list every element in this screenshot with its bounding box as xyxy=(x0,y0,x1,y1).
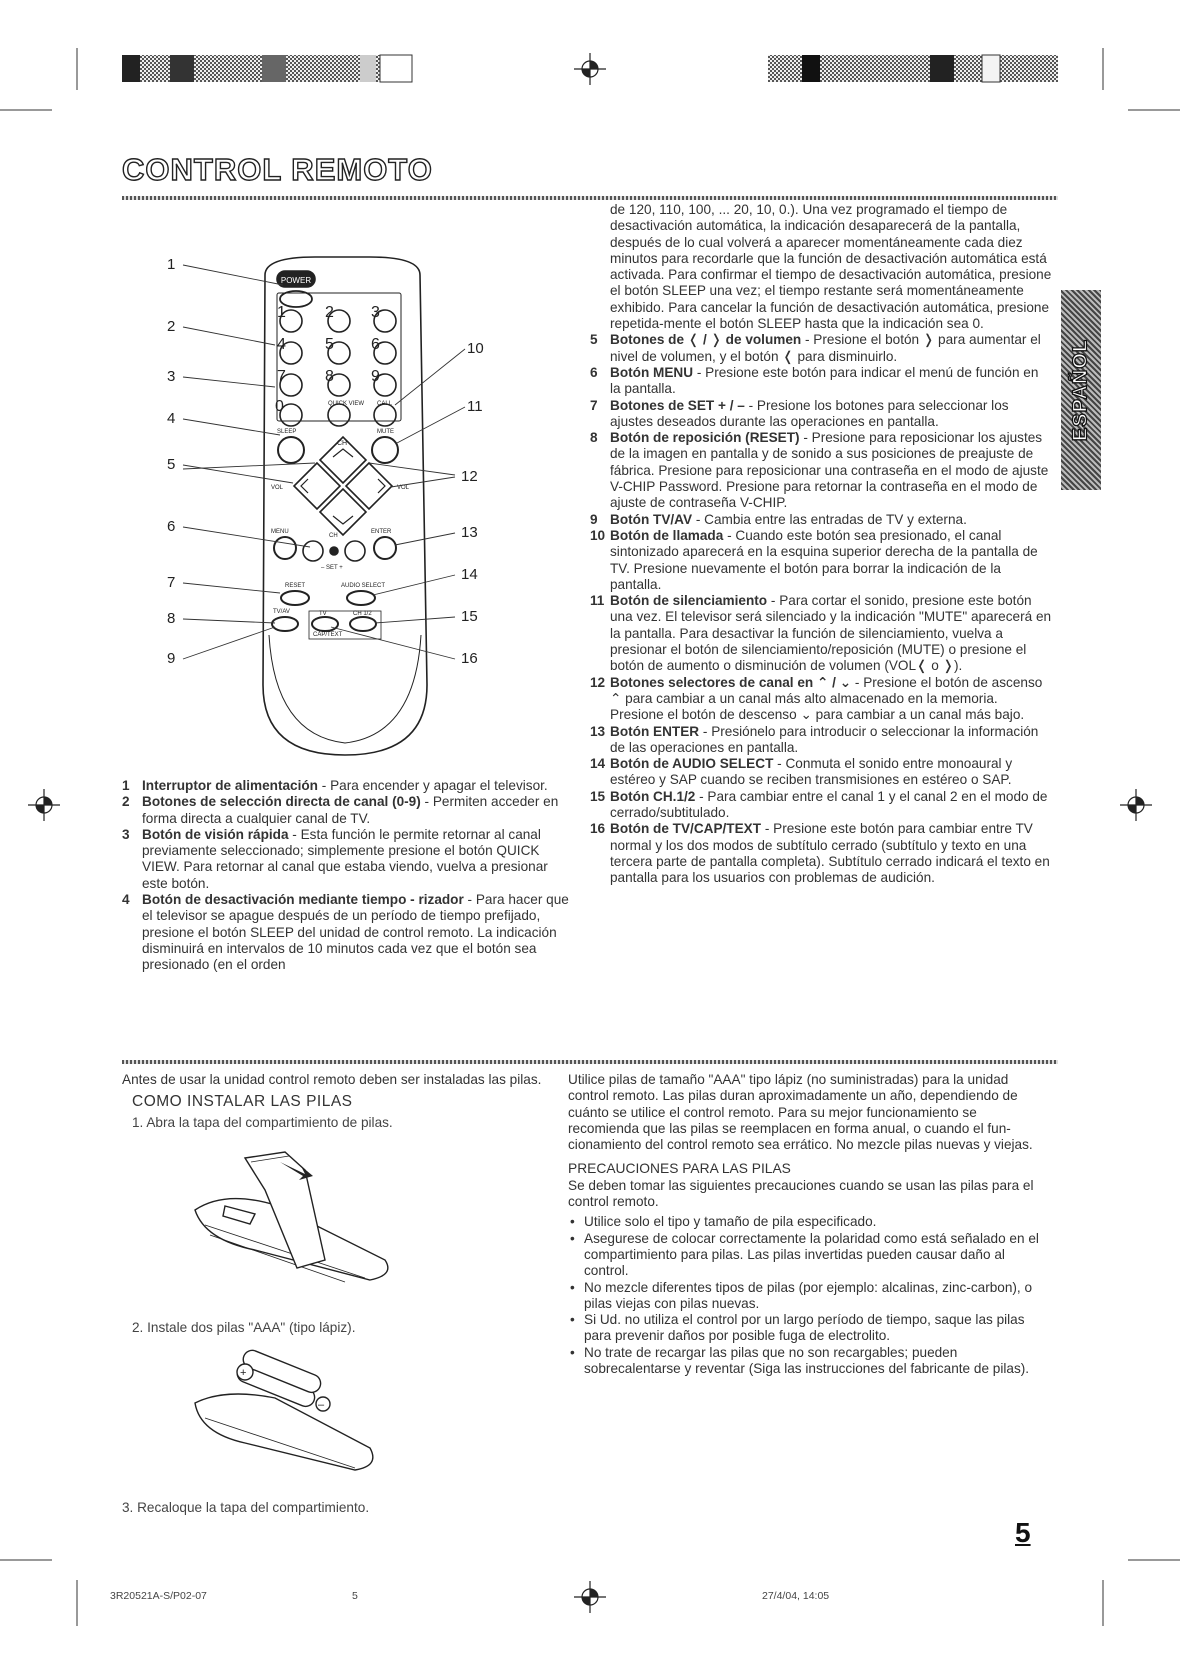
description-item: 11 Botón de silenciamiento - Para cortar el sonido, presione este botón una vez. El televisor será silenciado y la indicación "MUTE" aparecerá en la pantalla. Para desactivar la función de silenciamiento, vuelva a presionar el botón de silenciamiento/reposición (MUTE) o presione el botón de aumento o disminución de volumen (VOL❬ o ❭). xyxy=(590,593,1052,674)
description-item: 4 Botón de desactivación mediante tiempo - rizador - Para hacer que el televisor se apague después de un período de tiempo prefijado, presione el botón SLEEP del unidad de control remoto. La indicación disminuirá en intervalos de 10 minutos cada vez que el botón sea presionado (en el orden xyxy=(122,892,569,973)
precaution-item: • No mezcle diferentes tipos de pilas (por ejemplo: alcalinas, zinc-carbon), o pilas viejas con pilas nuevas. xyxy=(568,1280,1048,1313)
callout-1: 1 xyxy=(167,256,176,273)
svg-text:–: – xyxy=(318,1399,325,1411)
digit-1: 1 xyxy=(277,304,286,321)
audio-select-label: AUDIO SELECT xyxy=(341,583,386,589)
sleep-continuation-text: de 120, 110, 100, ... 20, 10, 0.). Una vez programado el tiempo de desactivación automática, la indicación desaparecerá de la pantalla, después de lo cual volverá a aparecer momentáneamente cada diez minutos para recordarle que la función de desactivación automática está activada. Para confirmar el tiempo de desactivación automática, presione el botón SLEEP una vez; el tiempo restante será momentáneamente exhibido. Para cancelar la función de desactivación automática, presione repetida-mente el botón SLEEP hasta que la indicación sea 0. xyxy=(610,202,1052,332)
description-item: 9 Botón TV/AV - Cambia entre las entradas de TV y externa. xyxy=(590,511,967,527)
callout-2: 2 xyxy=(167,318,176,335)
battery-info-section xyxy=(568,1072,1048,1377)
description-item: 12 Botones selectores de canal en ⌃ / ⌄ - Presione el botón de ascenso ⌃ para cambiar a un canal más alto almacenado en la memoria. Presione el botón de descenso ⌄ para cambiar a un canal más bajo. xyxy=(590,674,1043,723)
description-item: 3 Botón de visión rápida - Esta función le permite retornar al canal previamente seleccionado; simplemente presione el botón QUICK VIEW. Para retornar al canal que estaba viendo, vuelva a presionar este botón. xyxy=(122,826,548,891)
cap-text-label: CAP/TEXT xyxy=(313,632,343,638)
ch-label: CH xyxy=(337,440,348,447)
vol-left-label: VOL xyxy=(271,485,284,491)
title-rule xyxy=(122,196,1058,200)
callout-11: 11 xyxy=(467,398,483,415)
digit-2: 2 xyxy=(325,304,334,321)
callout-4: 4 xyxy=(167,410,176,427)
battery-step-3: 3. Recaloque la tapa del compartimiento. xyxy=(122,1500,370,1515)
digit-7: 7 xyxy=(277,368,286,385)
precaution-item: • Utilice solo el tipo y tamaño de pila especificado. xyxy=(568,1214,1048,1230)
description-item: 16 Botón de TV/CAP/TEXT - Presione este botón para cambiar entre TV normal y los dos modos de subtítulo cerrado (subtítulo y texto en una tercera parte de pantalla completa). Subtítulo cerrado indicará el texto en pantalla para los usuarios con problemas de audición. xyxy=(590,821,1050,886)
digit-3: 3 xyxy=(371,304,380,321)
description-item: 15 Botón CH.1/2 - Para cambiar entre el canal 1 y el canal 2 en el modo de cerrado/subtitulado. xyxy=(590,788,1048,820)
open-cover-illustration xyxy=(185,1150,405,1290)
reset-label: RESET xyxy=(285,583,306,589)
battery-install-section xyxy=(122,1072,562,1131)
callout-8: 8 xyxy=(167,610,176,627)
page-number: 5 xyxy=(1015,1517,1031,1548)
callout-15: 15 xyxy=(461,608,478,625)
callout-7: 7 xyxy=(167,574,176,591)
callout-10: 10 xyxy=(467,340,484,357)
svg-text:+: + xyxy=(240,1367,247,1379)
page-title: CONTROL REMOTO xyxy=(122,152,433,187)
call-label: CALL xyxy=(377,401,393,407)
vol-right-label: VOL xyxy=(397,485,410,491)
digit-6: 6 xyxy=(371,336,380,353)
set-label: – SET + xyxy=(321,565,343,571)
button-descriptions-left xyxy=(122,778,574,974)
callout-9: 9 xyxy=(167,650,176,667)
battery-step-1: 1. Abra la tapa del compartimiento de pilas. xyxy=(132,1114,393,1130)
digit-4: 4 xyxy=(277,336,286,353)
digit-8: 8 xyxy=(325,368,334,385)
insert-batteries-illustration xyxy=(185,1348,385,1478)
ch12-label: CH 1/2 xyxy=(353,611,372,617)
footer-code: 3R20521A-S/P02-07 xyxy=(110,1590,207,1602)
digit-0: 0 xyxy=(275,398,284,415)
precaution-item: • No trate de recargar las pilas que no son recargables; pueden sobrecalentarse y reventar (Siga las instrucciones del fabricante de pilas). xyxy=(568,1345,1048,1378)
callout-16: 16 xyxy=(461,650,478,667)
description-item: 10 Botón de llamada - Cuando este botón sea presionado, el canal sintonizado aparecerá en la esquina superior derecha de la pantalla de TV. Presione nuevamente el botón para borrar la indicación de la pantalla. xyxy=(590,527,1038,592)
battery-usage-text: Utilice pilas de tamaño "AAA" tipo lápiz (no suministradas) para la unidad control remoto. Las pilas duran aproximadamente un año, dependiendo de cuánto se utilice el control remoto. Para su mejor funcionamiento se recomienda que las pilas se reemplacen en forma anual, o cuando el fun-cionamiento del control remoto sea errático. No mezcle pilas nuevas y viejas. xyxy=(568,1072,1033,1153)
footer-date: 27/4/04, 14:05 xyxy=(762,1590,830,1602)
section-rule xyxy=(122,1060,1058,1064)
callout-14: 14 xyxy=(461,566,478,583)
sleep-label: SLEEP xyxy=(277,429,297,435)
description-item: 7 Botones de SET + / – - Presione los botones para seleccionar los ajustes deseados durante las operaciones en pantalla. xyxy=(590,397,1009,429)
mute-label: MUTE xyxy=(377,429,394,435)
button-descriptions-right xyxy=(590,202,1052,886)
description-item: 6 Botón MENU - Presione este botón para indicar el menú de función en la pantalla. xyxy=(590,364,1039,397)
digit-5: 5 xyxy=(325,336,334,353)
description-item: 8 Botón de reposición (RESET) - Presione para reposicionar los ajustes de la imagen en pantalla y de sonido a sus posiciones de preajuste de fábrica. Presione para reposicionar una contraseña en el modo de ajuste V-CHIP Password. Presione para retornar la contraseña en el modo de ajuste de contraseña V-CHIP. xyxy=(590,430,1049,511)
callout-12: 12 xyxy=(461,468,478,485)
language-side-tab xyxy=(1061,290,1101,490)
battery-install-heading: COMO INSTALAR LAS PILAS xyxy=(132,1093,353,1111)
ch-set-label: CH xyxy=(329,533,338,539)
tv-label: TV xyxy=(319,611,327,617)
precaution-item: • Asegurese de colocar correctamente la polaridad como está señalado en el compartimiento para pilas. Las pilas invertidas pueden causar daño al control. xyxy=(568,1231,1048,1280)
callout-6: 6 xyxy=(167,518,176,535)
enter-label: ENTER xyxy=(371,529,392,535)
description-item: 13 Botón ENTER - Presiónelo para introducir o seleccionar la información de las operaciones en pantalla. xyxy=(590,723,1039,755)
battery-step-2: 2. Instale dos pilas "AAA" (tipo lápiz). xyxy=(132,1320,356,1335)
description-item: 14 Botón de AUDIO SELECT - Conmuta el sonido entre monoaural y estéreo y SAP cuando se reciben transmisiones en estéreo o SAP. xyxy=(590,756,1013,788)
language-label: ESPAÑOL xyxy=(1069,338,1092,442)
callout-13: 13 xyxy=(461,524,478,541)
precautions-heading: PRECAUCIONES PARA LAS PILAS xyxy=(568,1161,791,1177)
footer-page: 5 xyxy=(352,1590,358,1602)
callout-3: 3 xyxy=(167,368,176,385)
battery-intro: Antes de usar la unidad control remoto deben ser instaladas las pilas. xyxy=(122,1072,542,1087)
description-item: 5 Botones de ❬ / ❭ de volumen - Presione el botón ❭ para aumentar el nivel de volumen, y el botón ❬ para disminuirlo. xyxy=(590,332,1041,364)
remote-control-diagram xyxy=(165,255,565,775)
tv-av-label: TV/AV xyxy=(273,609,290,615)
digit-9: 9 xyxy=(371,368,380,385)
power-label: POWER xyxy=(280,276,312,285)
description-item: 1 Interruptor de alimentación - Para encender y apagar el televisor. xyxy=(122,778,548,793)
precautions-intro: Se deben tomar las siguientes precauciones cuando se usan las pilas para el control remoto. xyxy=(568,1177,1034,1210)
precaution-item: • Si Ud. no utiliza el control por un largo período de tiempo, saque las pilas para prevenir daños por posible fuga de electrolito. xyxy=(568,1312,1048,1345)
quick-view-label: QUICK VIEW xyxy=(328,401,365,407)
description-item: 2 Botones de selección directa de canal (0-9) - Permiten acceder en forma directa a cualquier canal de TV. xyxy=(122,794,559,826)
callout-5: 5 xyxy=(167,456,176,473)
menu-label: MENU xyxy=(271,529,289,535)
